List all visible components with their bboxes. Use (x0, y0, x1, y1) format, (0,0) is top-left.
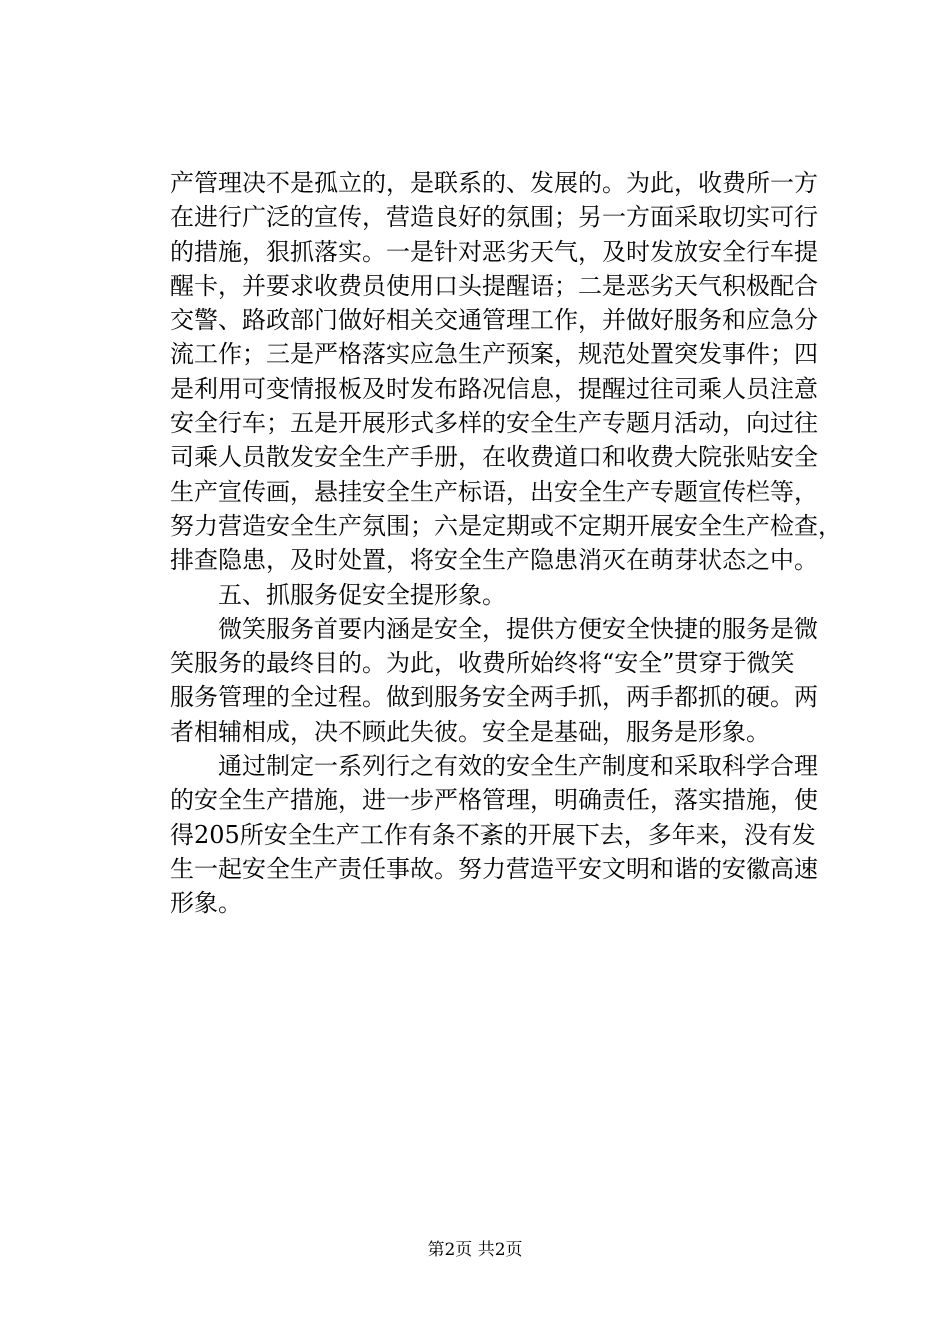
paragraph-measures (170, 166, 842, 578)
text-line: 产管理决不是孤立的，是联系的、发展的。为此，收费所一方 (170, 169, 818, 197)
text-line: 者相辅相成，决不顾此失彼。安全是基础，服务是形象。 (170, 717, 770, 746)
page-footer (0, 1238, 950, 1262)
text-line: 醒卡，并要求收费员使用口头提醒语；二是恶劣天气积极配合 (170, 271, 818, 300)
text-line: 生一起安全生产责任事故。努力营造平安文明和谐的安徽高速 (170, 854, 818, 883)
text-line: 五、抓服务促安全提形象。 (218, 580, 506, 609)
text-line: 努力营造安全生产氛围；六是定期或不定期开展安全生产检查， (170, 511, 842, 540)
text-line: 排查隐患，及时处置，将安全生产隐患消灭在萌芽状态之中。 (170, 546, 818, 575)
text-line: 安全行车；五是开展形式多样的安全生产专题月活动，向过往 (170, 409, 818, 438)
text-line: 的措施，狠抓落实。一是针对恶劣天气，及时发放安全行车提 (170, 237, 818, 266)
text-line: 服务管理的全过程。做到服务安全两手抓，两手都抓的硬。两 (170, 683, 818, 712)
page-number: 第2页 共2页 (427, 1240, 523, 1260)
document-body (170, 166, 842, 921)
text-line: 交警、路政部门做好相关交通管理工作，并做好服务和应急分 (170, 306, 818, 335)
text-line: 的安全生产措施，进一步严格管理，明确责任，落实措施，使 (170, 786, 818, 815)
text-line: 在进行广泛的宣传，营造良好的氛围；另一方面采取切实可行 (170, 203, 818, 232)
text-line: 生产宣传画，悬挂安全生产标语，出安全生产专题宣传栏等， (170, 477, 818, 506)
text-line: 通过制定一系列行之有效的安全生产制度和采取科学合理 (218, 752, 818, 781)
paragraph-summary (170, 749, 818, 920)
text-line: 流工作；三是严格落实应急生产预案，规范处置突发事件；四 (170, 340, 818, 369)
section-heading-five (170, 578, 794, 612)
text-line: 微笑服务首要内涵是安全，提供方便安全快捷的服务是微 (218, 614, 818, 643)
text-line: 笑服务的最终目的。为此，收费所始终将“安全”贯穿于微笑 (170, 649, 795, 678)
text-line: 是利用可变情报板及时发布路况信息，提醒过往司乘人员注意 (170, 374, 818, 403)
text-line: 得205所安全生产工作有条不紊的开展下去，多年来，没有发 (170, 820, 816, 849)
text-line: 司乘人员散发安全生产手册，在收费道口和收费大院张贴安全 (170, 443, 818, 472)
paragraph-service (170, 612, 818, 749)
text-line: 形象。 (170, 889, 242, 918)
